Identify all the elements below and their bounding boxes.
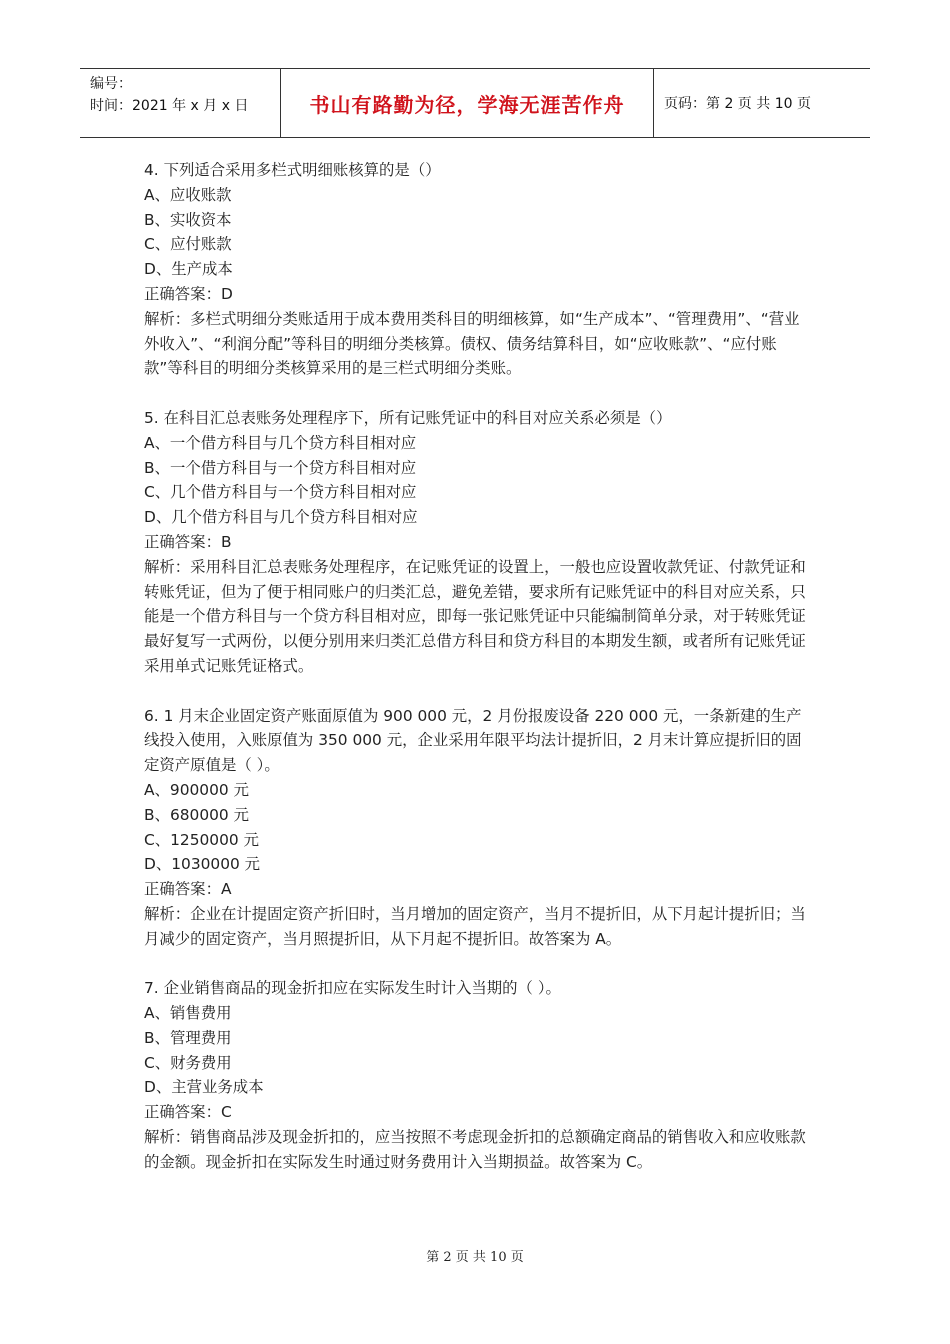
correct-answer: 正确答案：B xyxy=(144,532,232,551)
option-b: B、实收资本 xyxy=(144,210,232,229)
option-d: D、1030000 元 xyxy=(144,855,261,874)
option-c: C、几个借方科目与一个贷方科目相对应 xyxy=(144,483,417,502)
option-a: A、应收账款 xyxy=(144,185,232,204)
page-footer: 第 2 页 共 10 页 xyxy=(426,1250,524,1265)
correct-answer: 正确答案：A xyxy=(144,880,232,899)
document-body xyxy=(144,158,809,1199)
analysis: 解析：多栏式明细分类账适用于成本费用类科目的明细核算，如“生产成本”、“管理费用”、“营业外收入”、“利润分配”等科目的明细分类核算。债权、债务结算科目，如“应收账款”、“应付账款”等科目的明细分类核算采用的是三栏式明细分类账。 xyxy=(144,309,800,378)
option-d: D、几个借方科目与几个贷方科目相对应 xyxy=(144,508,418,527)
header-number-label: 编号： xyxy=(90,76,132,92)
correct-answer: 正确答案：C xyxy=(144,1103,232,1122)
header-meta xyxy=(80,69,281,137)
header-time-label: 时间：2021 年 x 月 x 日 xyxy=(90,98,249,114)
option-b: B、一个借方科目与一个贷方科目相对应 xyxy=(144,458,417,477)
page-header xyxy=(80,68,870,138)
correct-answer: 正确答案：D xyxy=(144,284,233,303)
question-6 xyxy=(144,704,809,952)
question-5 xyxy=(144,406,809,679)
analysis: 解析：销售商品涉及现金折扣的，应当按照不考虑现金折扣的总额确定商品的销售收入和应收账款的金额。现金折扣在实际发生时通过财务费用计入当期损益。故答案为 C。 xyxy=(144,1128,806,1171)
option-a: A、销售费用 xyxy=(144,1004,232,1023)
question-stem: 4. 下列适合采用多栏式明细账核算的是（） xyxy=(144,161,441,179)
question-7 xyxy=(144,976,809,1174)
option-d: D、生产成本 xyxy=(144,260,233,279)
option-c: C、财务费用 xyxy=(144,1053,232,1072)
option-b: B、管理费用 xyxy=(144,1028,232,1047)
option-b: B、680000 元 xyxy=(144,805,249,824)
option-d: D、主营业务成本 xyxy=(144,1078,264,1097)
question-stem: 6. 1 月末企业固定资产账面原值为 900 000 元，2 月份报废设备 220 000 元，一条新建的生产线投入使用，入账原值为 350 000 元，企业采用年限平均法计提折旧，2 月末计算应提折旧的固定资产原值是（ ）。 xyxy=(144,706,802,775)
header-page-info: 页码：第 2 页 共 10 页 xyxy=(664,96,811,112)
question-stem: 5. 在科目汇总表账务处理程序下，所有记账凭证中的科目对应关系必须是（） xyxy=(144,408,672,427)
option-a: A、900000 元 xyxy=(144,780,249,799)
option-c: C、应付账款 xyxy=(144,235,232,254)
analysis: 解析：采用科目汇总表账务处理程序，在记账凭证的设置上，一般也应设置收款凭证、付款凭证和转账凭证，但为了便于相同账户的归类汇总，避免差错，要求所有记账凭证中的科目对应关系，只能是一个借方科目与一个贷方科目相对应，即每一张记账凭证中只能编制简单分录，对于转账凭证最好复写一式两份，以便分别用来归类汇总借方科目和贷方科目的本期发生额，或者所有记账凭证采用单式记账凭证格式。 xyxy=(144,557,806,675)
question-stem: 7. 企业销售商品的现金折扣应在实际发生时计入当期的（ ）。 xyxy=(144,979,561,998)
header-motto: 书山有路勤为径，学海无涯苦作舟 xyxy=(281,69,654,137)
analysis: 解析：企业在计提固定资产折旧时，当月增加的固定资产，当月不提折旧，从下月起计提折旧；当月减少的固定资产，当月照提折旧，从下月起不提折旧。故答案为 A。 xyxy=(144,904,806,948)
question-4 xyxy=(144,158,809,381)
option-c: C、1250000 元 xyxy=(144,830,259,849)
option-a: A、一个借方科目与几个贷方科目相对应 xyxy=(144,433,417,452)
